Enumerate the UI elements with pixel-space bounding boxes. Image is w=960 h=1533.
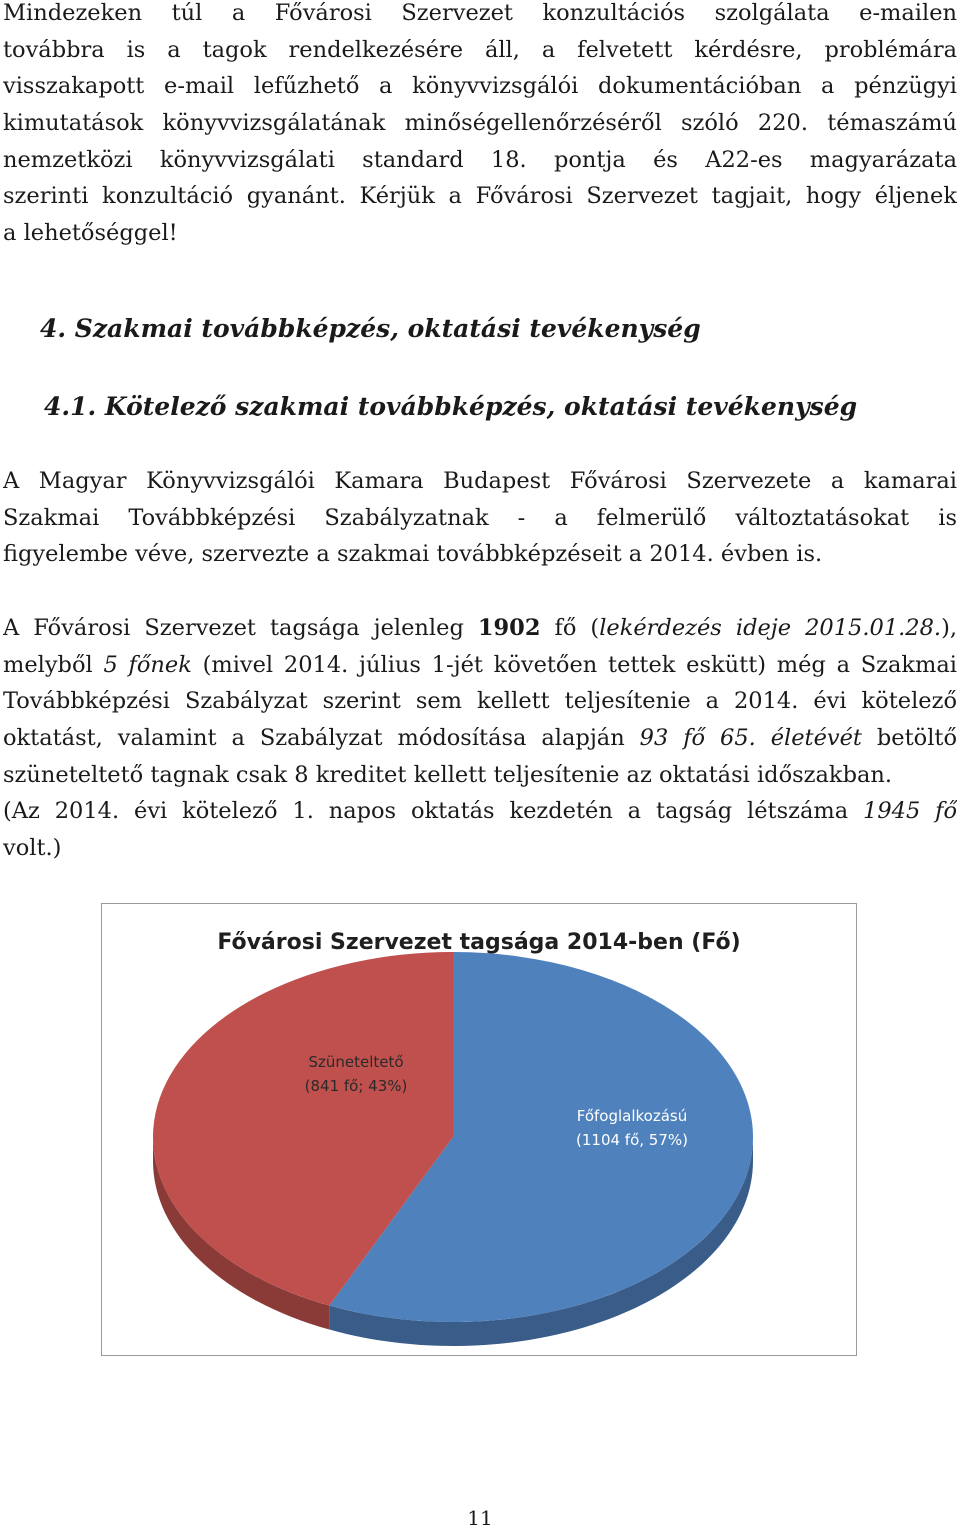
text-span: (Az 2014. évi kötelező 1. napos oktatás kezdetén a tagság létszáma — [3, 798, 863, 825]
italic-text: 1945 fő — [863, 798, 957, 825]
text-line: volt.) — [3, 835, 62, 862]
italic-text: 93 fő 65. életévét — [639, 725, 862, 752]
slice-label-value: (841 fő; 43%) — [304, 1077, 408, 1095]
text-span: betöltő — [861, 725, 957, 752]
text-line — [3, 610, 957, 647]
text-line: figyelembe véve, szervezte a szakmai továbbképzéseit a 2014. évben is. — [3, 541, 823, 568]
text-line: szüneteltető tagnak csak 8 kreditet kellett teljesítenie az oktatási időszakban. — [3, 761, 893, 788]
section-heading-4-1: 4.1. Kötelező szakmai továbbképzés, oktatási tevékenység — [44, 392, 858, 421]
section-heading-4: 4. Szakmai továbbképzés, oktatási tevékenység — [40, 314, 701, 343]
text-span: ), — [941, 615, 957, 641]
page-number: 11 — [467, 1506, 493, 1530]
text-line: nemzetközi könyvvizsgálati standard 18. pontja és A22-es magyarázata — [3, 146, 957, 173]
paragraph-tagsag — [3, 610, 957, 867]
slice-label-value: (1104 fő, 57%) — [576, 1131, 688, 1149]
text-line: kimutatások könyvvizsgálatának minőségellenőrzéséről szóló 220. témaszámú — [3, 110, 957, 137]
text-line: szerinti konzultáció gyanánt. Kérjük a Fővárosi Szervezet tagjait, hogy éljenek — [3, 183, 957, 210]
slice-label-name: Főfoglalkozású — [576, 1107, 688, 1125]
italic-text: 5 főnek — [103, 651, 192, 678]
membership-pie-chart — [101, 903, 857, 1356]
slice-label-name: Szüneteltető — [308, 1053, 404, 1071]
text-line — [3, 793, 957, 830]
query-date: lekérdezés ideje 2015.01.28. — [599, 615, 942, 641]
text-span: melyből — [3, 651, 104, 678]
text-line: Szakmai Továbbképzési Szabályzatnak - a felmerülő változtatásokat is — [3, 504, 957, 531]
text-line: a lehetőséggel! — [3, 220, 178, 247]
text-line: továbbra is a tagok rendelkezésére áll, a felvetett kérdésre, problémára — [3, 36, 957, 63]
paragraph-tovabbkepzes — [3, 463, 957, 573]
chart-title: Fővárosi Szervezet tagsága 2014-ben (Fő) — [217, 930, 741, 955]
text-line: visszakapott e-mail lefűzhető a könyvvizsgálói dokumentációban a pénzügyi — [3, 73, 957, 100]
text-line: Továbbképzési Szabályzat szerint sem kellett teljesítenie a 2014. évi kötelező — [3, 688, 957, 715]
text-span: (mivel 2014. július 1-jét követően tettek eskütt) még a Szakmai — [191, 651, 957, 678]
text-span: fő ( — [540, 615, 600, 641]
text-line — [3, 720, 957, 757]
member-count: 1902 — [477, 615, 541, 641]
pie-chart-svg — [102, 904, 856, 1355]
text-span: A Fővárosi Szervezet tagsága jelenleg — [3, 615, 478, 641]
text-line — [3, 647, 957, 684]
text-line: Mindezeken túl a Fővárosi Szervezet konzultációs szolgálata e-mailen — [3, 0, 957, 26]
paragraph-konzultacio — [3, 0, 957, 252]
text-line: A Magyar Könyvvizsgálói Kamara Budapest Fővárosi Szervezete a kamarai — [3, 468, 957, 494]
text-span: oktatást, valamint a Szabályzat módosítása alapján — [3, 725, 640, 752]
